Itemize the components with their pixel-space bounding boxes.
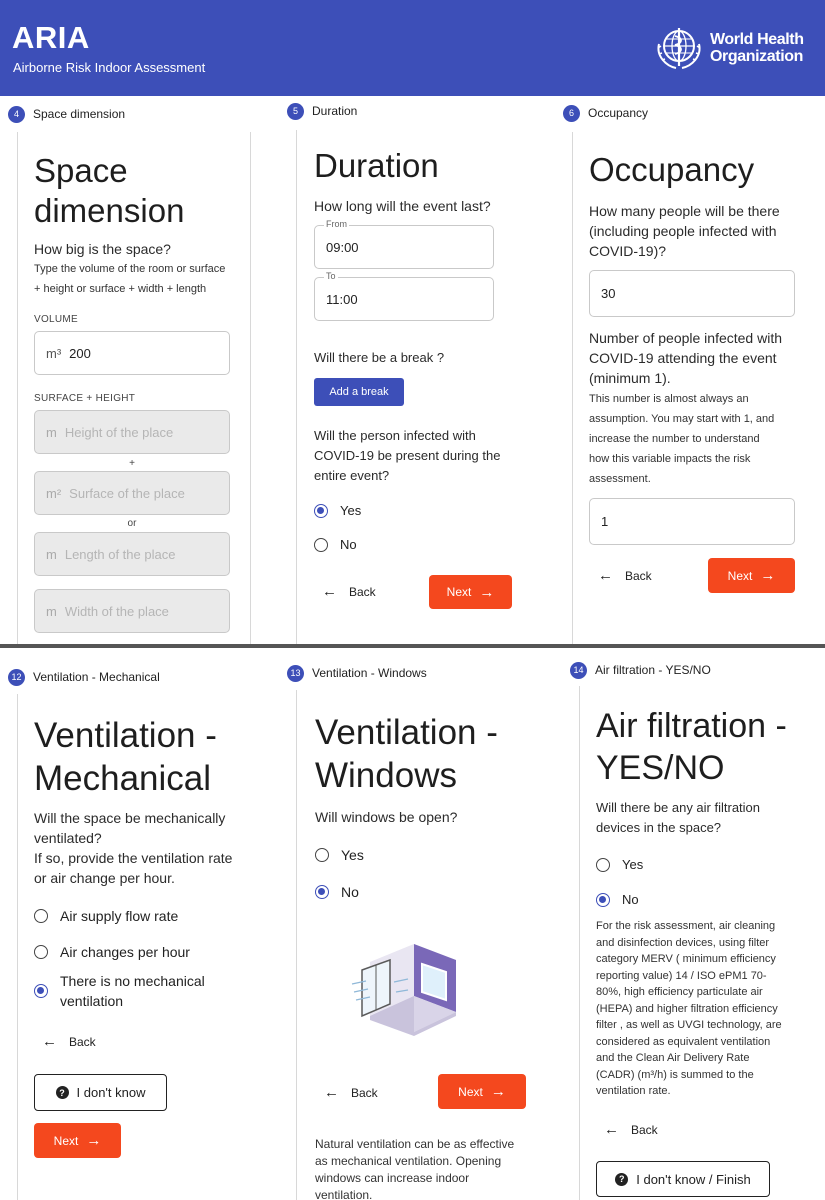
note-line: as mechanical ventilation. Opening xyxy=(315,1154,502,1168)
width-unit: m xyxy=(46,603,57,619)
arrow-right-icon: → xyxy=(490,1083,506,1100)
question-line: devices in the space? xyxy=(596,820,722,835)
question-mark-icon: ? xyxy=(56,1086,69,1099)
radio-button[interactable] xyxy=(314,538,328,552)
page-title: Duration xyxy=(314,147,439,184)
title-line: dimension xyxy=(34,192,185,229)
arrow-right-icon: → xyxy=(479,583,495,601)
presence-question xyxy=(314,426,500,486)
title-line: Ventilation - xyxy=(315,713,498,752)
surface-unit: m² xyxy=(46,485,62,501)
filtration-info xyxy=(596,918,782,1100)
step-label: Occupancy xyxy=(588,106,649,120)
length-placeholder: Length of the place xyxy=(64,546,176,562)
radio-no-mechanical[interactable] xyxy=(34,971,205,1011)
question xyxy=(596,798,760,838)
space-dimension-panel xyxy=(0,96,268,644)
to-value: 11:00 xyxy=(326,291,358,307)
back-button[interactable] xyxy=(324,1084,378,1101)
radio-button[interactable] xyxy=(315,848,329,862)
next-label: Next xyxy=(446,585,472,599)
next-button[interactable] xyxy=(429,575,512,609)
info-line: ventilation rate. xyxy=(596,1085,671,1097)
width-input[interactable] xyxy=(34,589,230,633)
infected-question xyxy=(589,328,782,388)
question-line: (minimum 1). xyxy=(589,370,671,386)
radio-label-line: ventilation xyxy=(60,993,124,1009)
radio-label xyxy=(60,971,205,1011)
note-line: increase the number to understand xyxy=(589,433,760,445)
step-header xyxy=(570,655,711,685)
arrow-right-icon: → xyxy=(760,567,776,584)
note-line: assumption. You may start with 1, and xyxy=(589,413,775,425)
to-label: To xyxy=(326,271,336,281)
step-number: 12 xyxy=(8,669,25,686)
info-line: filter , as well as UVGI technology, are xyxy=(596,1019,782,1031)
height-placeholder: Height of the place xyxy=(64,424,174,440)
note-line: ventilation. xyxy=(315,1188,373,1200)
question: How big is the space? xyxy=(34,241,171,257)
radio-button[interactable] xyxy=(34,909,48,923)
next-button[interactable] xyxy=(34,1123,121,1158)
step-header xyxy=(8,99,125,129)
step-number: 6 xyxy=(563,105,580,122)
ventilation-note xyxy=(315,1136,514,1200)
info-line: (HEPA) and higher filtration efficiency xyxy=(596,1002,778,1015)
volume-input[interactable] xyxy=(34,331,230,375)
question-line: entire event? xyxy=(314,468,390,483)
plus-separator: + xyxy=(129,458,135,469)
radio-button[interactable] xyxy=(596,858,610,872)
note-line: how this variable impacts the risk xyxy=(589,453,751,465)
infected-count-input[interactable] xyxy=(589,498,795,545)
occupancy-panel xyxy=(558,96,825,644)
step-number: 14 xyxy=(570,662,587,679)
next-button[interactable] xyxy=(438,1074,526,1109)
radio-button-selected[interactable] xyxy=(34,984,48,998)
radio-label-line: There is no mechanical xyxy=(60,973,205,989)
hint-text xyxy=(34,259,225,299)
room-window-illustration xyxy=(350,940,462,1036)
who-name-line1: World Health xyxy=(710,31,804,48)
radio-button-selected[interactable] xyxy=(315,885,329,899)
step-number: 4 xyxy=(8,106,25,123)
surface-placeholder: Surface of the place xyxy=(69,485,185,501)
dont-know-button[interactable] xyxy=(34,1074,167,1111)
radio-no[interactable] xyxy=(315,884,359,900)
height-unit: m xyxy=(46,424,57,440)
radio-yes[interactable] xyxy=(314,503,361,518)
next-label: Next xyxy=(727,568,753,583)
arrow-left-icon: ← xyxy=(604,1121,619,1138)
or-separator: or xyxy=(127,518,137,529)
page-title xyxy=(315,711,498,797)
info-line: and disinfection devices, using filter xyxy=(596,936,770,949)
question-line: Will there be any air filtration xyxy=(596,800,761,815)
title-line: Air filtration - xyxy=(596,707,787,745)
radio-yes[interactable] xyxy=(315,847,364,863)
radio-air-changes[interactable] xyxy=(34,944,190,960)
panel-right-border xyxy=(250,132,251,644)
panel-left-border xyxy=(17,694,18,1200)
arrow-left-icon: ← xyxy=(324,1084,339,1101)
from-value: 09:00 xyxy=(326,239,359,255)
page-title: Occupancy xyxy=(589,151,755,188)
dont-know-finish-button[interactable] xyxy=(596,1161,770,1197)
question xyxy=(34,808,232,888)
width-placeholder: Width of the place xyxy=(64,603,169,619)
back-button[interactable] xyxy=(42,1033,96,1050)
app-subtitle: Airborne Risk Indoor Assessment xyxy=(13,60,206,75)
panel-left-border xyxy=(17,132,18,644)
step-header xyxy=(287,658,427,688)
radio-button-selected[interactable] xyxy=(596,893,610,907)
radio-label: Air changes per hour xyxy=(60,944,190,960)
arrow-left-icon: ← xyxy=(598,567,613,584)
page-title xyxy=(34,714,217,800)
title-line: YES/NO xyxy=(596,749,725,787)
info-line: and the Clean Air Delivery Rate xyxy=(596,1052,750,1064)
back-label: Back xyxy=(631,1122,658,1137)
arrow-right-icon: → xyxy=(86,1132,102,1149)
step-label: Ventilation - Windows xyxy=(312,666,427,680)
info-line: reporting value) 14 / ISO ePM1 70- xyxy=(596,969,767,982)
duration-panel xyxy=(268,96,558,644)
radio-label: No xyxy=(622,892,639,907)
panel-left-border xyxy=(579,686,580,1200)
step-number: 13 xyxy=(287,665,304,682)
dont-know-finish-label: I don't know / Finish xyxy=(636,1171,751,1187)
radio-button[interactable] xyxy=(34,945,48,959)
next-label: Next xyxy=(458,1084,483,1099)
radio-label: Air supply flow rate xyxy=(60,908,179,924)
radio-air-supply[interactable] xyxy=(34,908,178,924)
question-line: Will the space be mechanically xyxy=(34,810,226,826)
radio-label: No xyxy=(341,884,359,900)
title-line: Space xyxy=(34,152,128,189)
question-line: COVID-19 attending the event xyxy=(589,350,777,366)
radio-label: Yes xyxy=(340,503,362,518)
question: How long will the event last? xyxy=(314,198,491,214)
step-label: Ventilation - Mechanical xyxy=(33,670,160,684)
to-time-input[interactable] xyxy=(314,271,494,321)
question-line: If so, provide the ventilation rate xyxy=(34,850,233,866)
note-line: This number is almost always an xyxy=(589,393,749,405)
question-line: COVID-19 be present during the xyxy=(314,448,501,463)
break-question: Will there be a break ? xyxy=(314,350,445,365)
question-line: or air change per hour. xyxy=(34,870,175,886)
title-line: Mechanical xyxy=(34,759,212,798)
surface-input[interactable] xyxy=(34,471,230,515)
back-label: Back xyxy=(349,584,376,599)
hint-line: + height or surface + width + length xyxy=(34,283,207,295)
step-label: Duration xyxy=(312,104,358,118)
radio-yes[interactable] xyxy=(596,857,643,872)
page-title xyxy=(596,705,787,789)
arrow-left-icon: ← xyxy=(322,583,337,600)
step-label: Space dimension xyxy=(33,107,126,121)
add-break-button[interactable]: Add a break xyxy=(314,378,404,406)
panel-left-border xyxy=(296,130,297,644)
page-title xyxy=(34,151,184,231)
question-line: Will the person infected with xyxy=(314,428,476,443)
title-line: Windows xyxy=(315,756,457,795)
back-button[interactable] xyxy=(604,1121,658,1138)
question-line: ventilated? xyxy=(34,830,102,846)
app-title: ARIA xyxy=(12,20,90,55)
title-line: Ventilation - xyxy=(34,716,217,755)
back-label: Back xyxy=(351,1085,378,1100)
question-line: How many people will be there xyxy=(589,203,780,219)
question xyxy=(589,201,780,261)
note-line: assessment. xyxy=(589,473,651,485)
ventilation-mechanical-panel xyxy=(0,648,282,1200)
volume-label: VOLUME xyxy=(34,314,79,325)
surface-height-label: SURFACE + HEIGHT xyxy=(34,393,136,404)
back-button[interactable] xyxy=(322,583,376,600)
info-line: (CADR) (m³/h) is summed to the xyxy=(596,1068,754,1081)
hint-line: Type the volume of the room or surface xyxy=(34,263,226,275)
question-line: COVID-19)? xyxy=(589,243,667,259)
who-emblem-icon xyxy=(654,24,704,72)
height-input[interactable] xyxy=(34,410,230,454)
panel-left-border xyxy=(296,690,297,1200)
info-line: category MERV ( minimum efficiency xyxy=(596,953,776,965)
back-label: Back xyxy=(625,568,652,583)
app-header xyxy=(0,0,825,96)
infected-note xyxy=(589,389,774,489)
question-line: Number of people infected with xyxy=(589,330,782,346)
radio-label: No xyxy=(340,537,357,552)
radio-button-selected[interactable] xyxy=(314,504,328,518)
who-name xyxy=(710,31,804,65)
people-count-value: 30 xyxy=(601,286,616,301)
people-count-input[interactable] xyxy=(589,270,795,317)
back-button[interactable] xyxy=(598,567,652,584)
step-number: 5 xyxy=(287,103,304,120)
step-header xyxy=(287,96,357,126)
question-mark-icon: ? xyxy=(615,1173,628,1186)
length-unit: m xyxy=(46,546,57,562)
info-line: considered as equivalent ventilation xyxy=(596,1035,771,1048)
step-label: Air filtration - YES/NO xyxy=(595,663,711,677)
question: Will windows be open? xyxy=(315,809,458,825)
step-header xyxy=(563,98,648,128)
infected-count-value: 1 xyxy=(601,514,609,529)
note-line: windows can increase indoor xyxy=(315,1171,470,1185)
back-label: Back xyxy=(69,1034,96,1049)
radio-label: Yes xyxy=(622,857,644,872)
length-input[interactable] xyxy=(34,532,230,576)
ventilation-windows-panel xyxy=(282,648,558,1200)
note-line: Natural ventilation can be as effective xyxy=(315,1137,515,1151)
panel-left-border xyxy=(572,132,573,644)
air-filtration-panel xyxy=(558,648,825,1200)
volume-unit: m³ xyxy=(46,345,62,361)
from-time-input[interactable] xyxy=(314,219,494,269)
next-button[interactable] xyxy=(708,558,795,593)
info-line: 80%, high efficiency particulate air xyxy=(596,986,763,998)
radio-no[interactable] xyxy=(596,892,639,907)
dont-know-label: I don't know xyxy=(76,1085,146,1100)
step-header xyxy=(8,662,160,692)
radio-label: Yes xyxy=(341,847,364,863)
from-label: From xyxy=(326,219,347,229)
info-line: For the risk assessment, air cleaning xyxy=(596,920,776,932)
radio-no[interactable] xyxy=(314,537,357,552)
who-logo xyxy=(654,24,804,72)
next-label: Next xyxy=(53,1133,79,1148)
who-name-line2: Organization xyxy=(710,48,803,65)
arrow-left-icon: ← xyxy=(42,1033,57,1050)
question-line: (including people infected with xyxy=(589,223,777,239)
volume-value: 200 xyxy=(69,345,91,361)
